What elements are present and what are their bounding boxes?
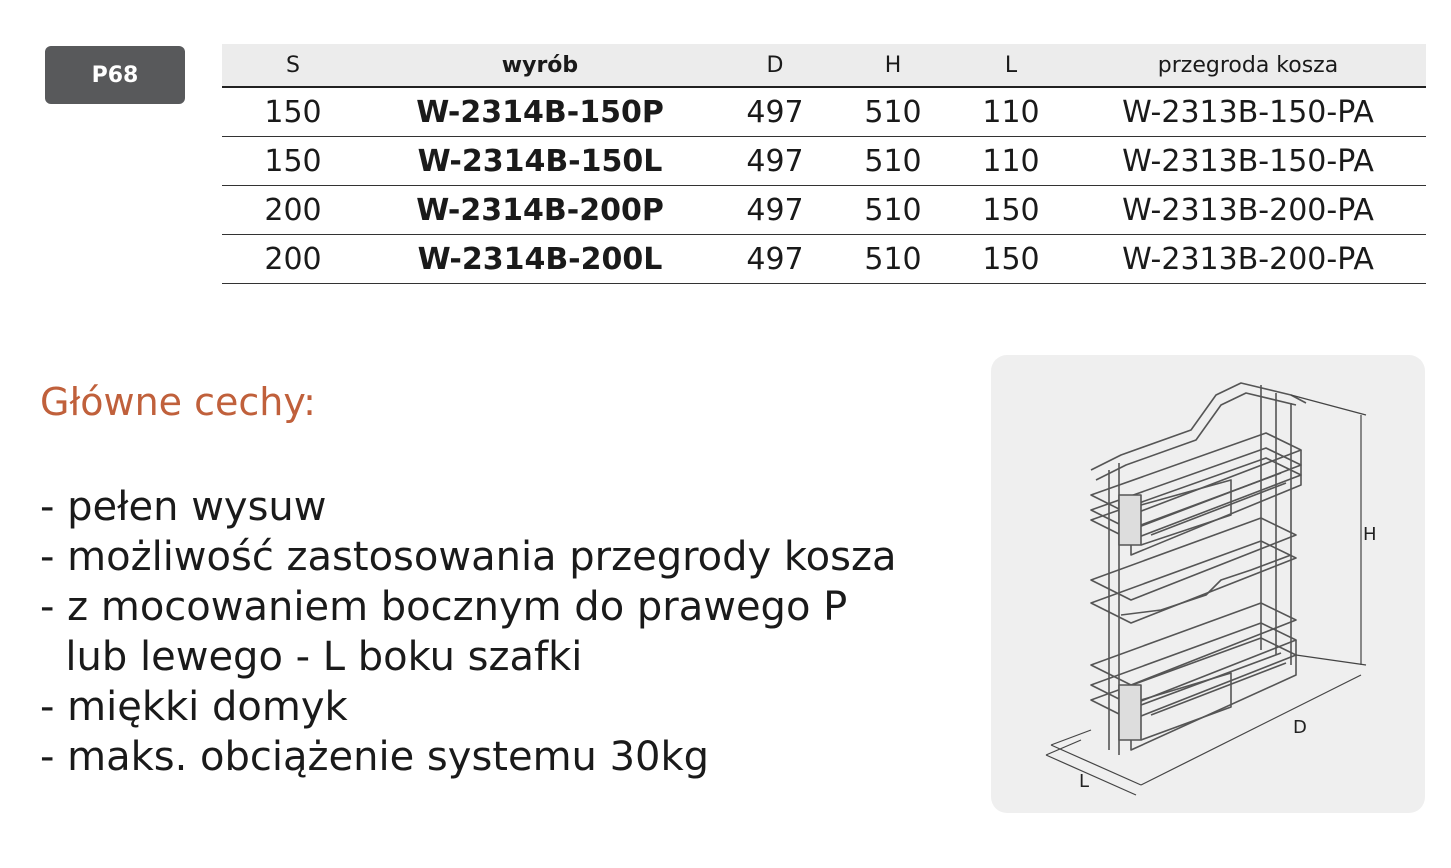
feature-item: - możliwość zastosowania przegrody kosza — [40, 534, 897, 580]
cell-divider: W-2313B-150-PA — [1070, 137, 1426, 186]
table-row — [222, 87, 1426, 137]
cell-h: 510 — [834, 137, 952, 186]
wire-basket-drawing — [991, 355, 1425, 813]
header-h: H — [834, 44, 952, 87]
cell-product: W-2314B-200P — [364, 186, 716, 235]
header-d: D — [716, 44, 834, 87]
feature-item: - pełen wysuw — [40, 484, 327, 530]
cell-s: 150 — [222, 137, 364, 186]
cell-l: 110 — [952, 137, 1070, 186]
feature-item: - maks. obciążenie systemu 30kg — [40, 734, 710, 780]
header-product: wyrób — [364, 44, 716, 87]
cell-d: 497 — [716, 186, 834, 235]
specification-table — [222, 44, 1426, 284]
table-header-row — [222, 44, 1426, 87]
features-title: Główne cechy: — [40, 380, 316, 424]
cell-product: W-2314B-150L — [364, 137, 716, 186]
cell-product: W-2314B-150P — [364, 87, 716, 137]
header-divider: przegroda kosza — [1070, 44, 1426, 87]
table-row — [222, 235, 1426, 284]
cell-d: 497 — [716, 235, 834, 284]
product-diagram — [991, 355, 1425, 813]
cell-product: W-2314B-200L — [364, 235, 716, 284]
cell-d: 497 — [716, 87, 834, 137]
cell-h: 510 — [834, 87, 952, 137]
table-row — [222, 137, 1426, 186]
cell-l: 150 — [952, 186, 1070, 235]
feature-item: - z mocowaniem bocznym do prawego P — [40, 584, 848, 630]
cell-divider: W-2313B-150-PA — [1070, 87, 1426, 137]
table-row — [222, 186, 1426, 235]
dimension-label-h: H — [1363, 524, 1377, 545]
feature-item: - miękki domyk — [40, 684, 348, 730]
cell-divider: W-2313B-200-PA — [1070, 235, 1426, 284]
features-list — [40, 482, 896, 782]
dimension-label-d: D — [1293, 717, 1307, 738]
cell-l: 150 — [952, 235, 1070, 284]
cell-h: 510 — [834, 235, 952, 284]
cell-s: 200 — [222, 186, 364, 235]
feature-item: lub lewego - L boku szafki — [40, 634, 583, 680]
product-code-badge: P68 — [45, 46, 185, 104]
cell-divider: W-2313B-200-PA — [1070, 186, 1426, 235]
cell-s: 150 — [222, 87, 364, 137]
header-s: S — [222, 44, 364, 87]
cell-s: 200 — [222, 235, 364, 284]
cell-d: 497 — [716, 137, 834, 186]
dimension-label-l: L — [1079, 771, 1090, 792]
header-l: L — [952, 44, 1070, 87]
cell-h: 510 — [834, 186, 952, 235]
cell-l: 110 — [952, 87, 1070, 137]
